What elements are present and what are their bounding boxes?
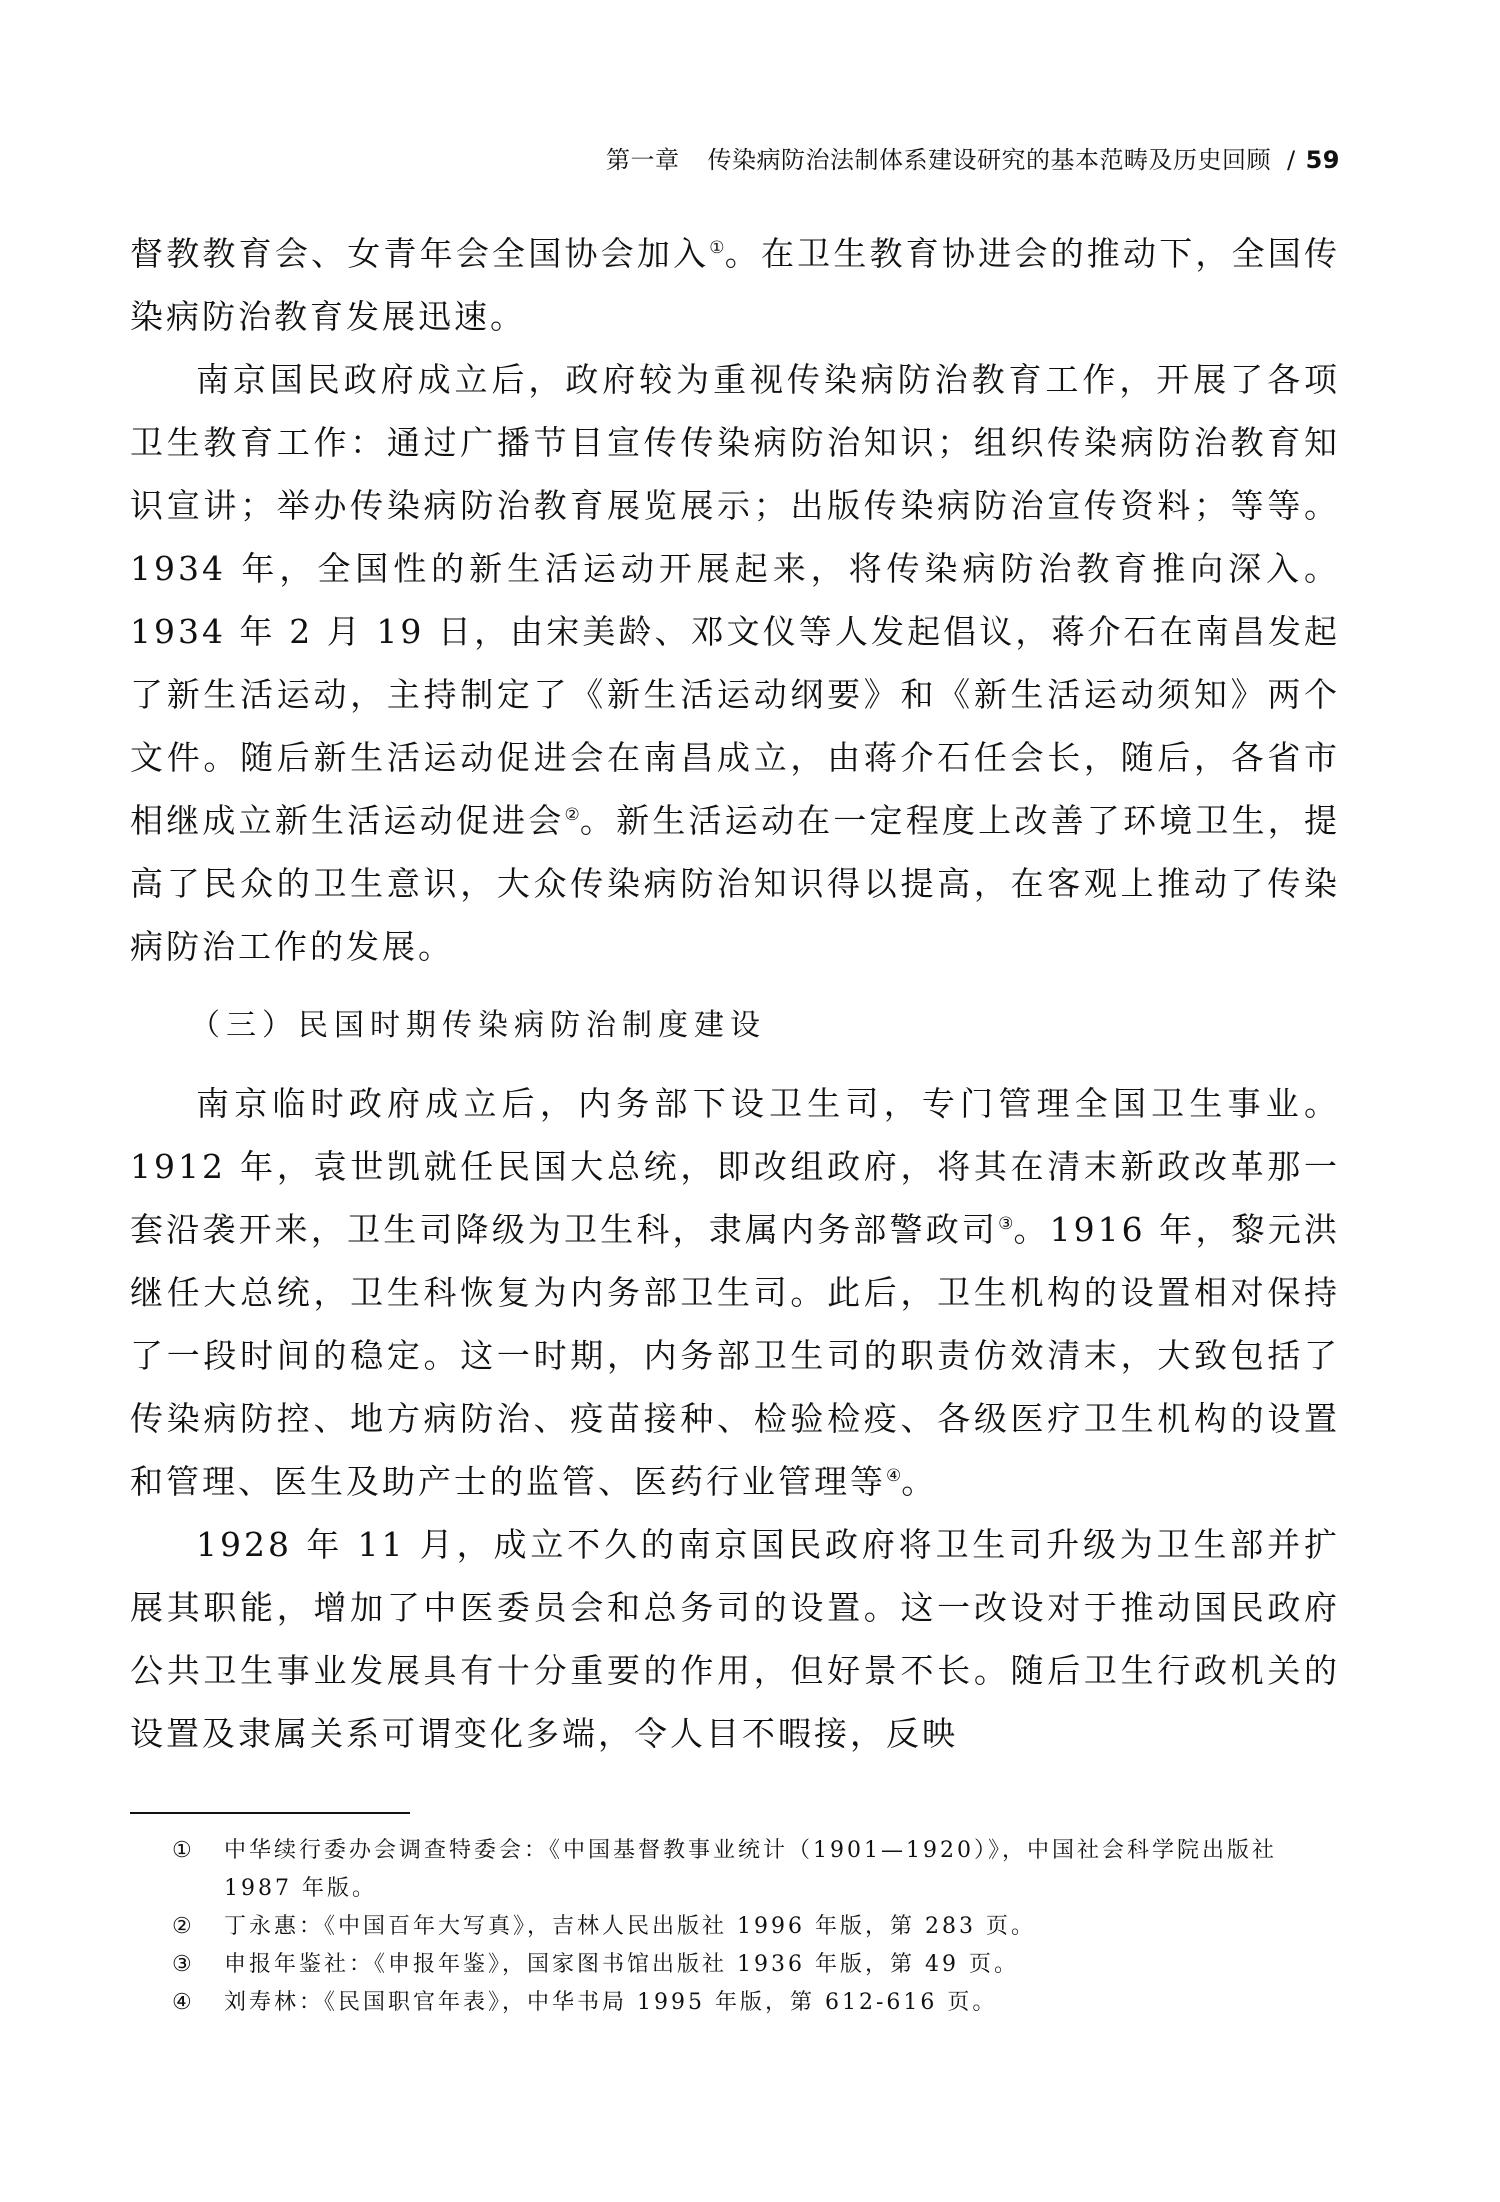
footnote-1-text: 中华续行委办会调查特委会：《中国基督教事业统计（1901—1920）》，中国社会科学院出版社 1987 年版。 [224,1838,1277,1901]
section-heading: （三）民国时期传染病防治制度建设 [190,1008,766,1043]
paragraph-4: 1928 年 11 月，成立不久的南京国民政府将卫生司升级为卫生部并扩展其职能，增加了中医委员会和总务司的设置。这一改设对于推动国民政府公共卫生事业发展具有十分重要的作用，但好景不长。随后卫生行政机关的设置及隶属关系可谓变化多端，令人目不暇接，反映 [130,1525,1340,1753]
footnote-1-number: ① [172,1838,195,1863]
paragraph-2 [130,348,1340,978]
paragraph-3-text-b: 。1916 年，黎元洪继任大总统，卫生科恢复为内务部卫生司。此后，卫生机构的设置相对保持了一段时间的稳定。这一时期，内务部卫生司的职责仿效清末，大致包括了传染病防控、地方病防治、疫苗接种、检验检疫、各级医疗卫生机构的设置和管理、医生及助产士的监管、医药行业管理等 [130,1210,1340,1501]
paragraph-1 [130,222,1340,348]
body-text [130,222,1340,1765]
header-title: 传染病防治法制体系建设研究的基本范畴及历史回顾 [707,146,1271,174]
paragraph-1-text-b: 。在卫生教育协进会的推动下，全国传染病防治教育发展迅速。 [130,234,1341,336]
footnote-marker-3: ③ [998,1214,1014,1234]
header-chapter: 第一章 [606,146,680,174]
paragraph-3-text-c: 。 [901,1462,938,1501]
footnote-3-number: ③ [172,1952,195,1977]
footnote-marker-4: ④ [886,1466,902,1486]
page-number: 59 [1305,146,1340,174]
footnotes [172,1832,1292,2022]
footnote-4-text: 刘寿林：《民国职官年表》，中华书局 1995 年版，第 612-616 页。 [224,1990,998,2015]
paragraph-1-text-a: 督教教育会、女青年会全国协会加入 [130,234,710,273]
footnote-2 [172,1908,1292,1946]
footnote-4 [172,1984,1292,2022]
footnote-marker-2: ② [564,805,580,825]
footnote-2-number: ② [172,1914,195,1939]
footnote-2-text: 丁永惠：《中国百年大写真》，吉林人民出版社 1996 年版，第 283 页。 [224,1914,1036,1939]
footnote-1 [172,1832,1292,1908]
footnote-divider [130,1812,410,1814]
header-separator: / [1287,146,1296,174]
footnote-4-number: ④ [172,1990,195,2015]
footnote-marker-1: ① [709,238,725,258]
paragraph-3 [130,1072,1340,1513]
footnote-3 [172,1946,1292,1984]
paragraph-3-text-a: 南京临时政府成立后，内务部下设卫生司，专门管理全国卫生事业。1912 年，袁世凯就任民国大总统，即改组政府，将其在清末新政改革那一套沿袭开来，卫生司降级为卫生科，隶属内务部警政司 [130,1084,1340,1249]
paragraph-2-text-a: 南京国民政府成立后，政府较为重视传染病防治教育工作，开展了各项卫生教育工作：通过广播节目宣传传染病防治知识；组织传染病防治教育知识宣讲；举办传染病防治教育展览展示；出版传染病防治宣传资料；等等。1934 年，全国性的新生活运动开展起来，将传染病防治教育推向深入。1934 年 2 月 19 日，由宋美龄、邓文仪等人发起倡议，蒋介石在南昌发起了新生活运动，主持制定了《新生活运动纲要》和《新生活运动须知》两个文件。随后新生活运动促进会在南昌成立，由蒋介石任会长，随后，各省市相继成立新生活运动促进会 [130,360,1340,840]
paragraph-2-text-b: 。新生活运动在一定程度上改善了环境卫生，提高了民众的卫生意识，大众传染病防治知识得以提高，在客观上推动了传染病防治工作的发展。 [130,801,1341,966]
footnote-3-text: 申报年鉴社：《申报年鉴》，国家图书馆出版社 1936 年版，第 49 页。 [224,1952,1019,1977]
running-header [130,140,1340,180]
